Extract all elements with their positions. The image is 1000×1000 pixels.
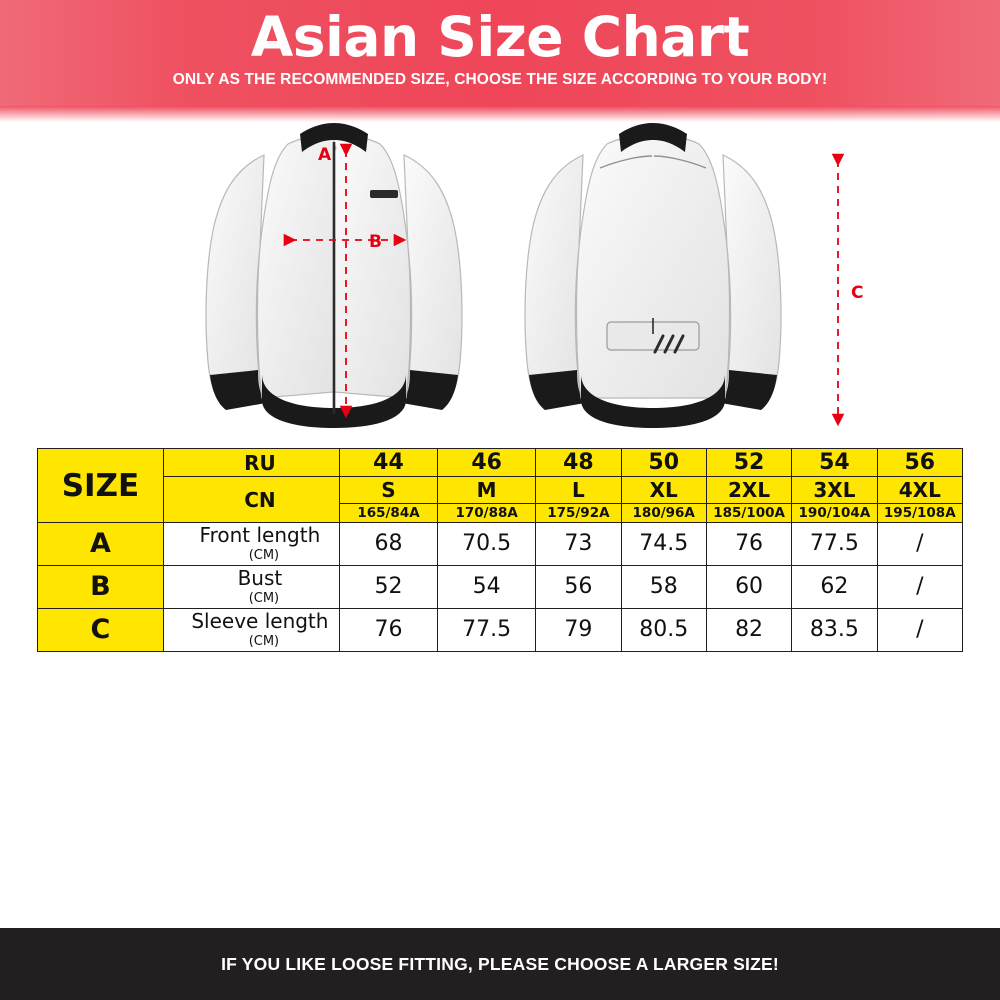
table-row-ru [38,449,963,477]
row-key-c: C [38,608,164,651]
ru-value: 52 [706,449,791,477]
measure-unit: (CM) [248,633,280,649]
row-header-ru: RU [163,449,339,477]
value-cell: 82 [706,608,791,651]
cn-letter: 3XL [792,477,877,504]
cn-spec: 190/104A [792,504,877,523]
value-cell: 58 [621,565,706,608]
page-footer [0,928,1000,1000]
value-cell: 56 [536,565,621,608]
value-cell: 70.5 [438,523,536,566]
cn-spec: 175/92A [536,504,621,523]
value-cell: 76 [706,523,791,566]
jacket-front-view [206,123,462,428]
page-title: Asian Size Chart [250,5,750,69]
cn-spec: 180/96A [621,504,706,523]
table-row-b [38,565,963,608]
page-header [0,0,1000,122]
table-row-cn-letter [38,477,963,504]
jacket-back-view [525,123,863,428]
row-key-b: B [38,565,164,608]
footer-note: IF YOU LIKE LOOSE FITTING, PLEASE CHOOSE A LARGER SIZE! [221,953,779,974]
label-a: A [318,145,332,165]
measure-unit: (CM) [248,548,280,563]
value-cell: 77.5 [438,608,536,651]
value-cell: 52 [339,565,437,608]
measure-name: Bust [237,565,283,590]
value-cell: / [877,523,962,566]
value-cell: 80.5 [621,608,706,651]
value-cell: 62 [792,565,877,608]
measure-unit: (CM) [248,590,280,606]
cn-letter: 4XL [877,477,962,504]
table-row-c [38,608,963,651]
header-subtitle: ONLY AS THE RECOMMENDED SIZE, CHOOSE THE SIZE ACCORDING TO YOUR BODY! [172,71,828,88]
value-cell: 79 [536,608,621,651]
size-table [37,448,963,652]
row-header-cn: CN [163,477,339,523]
value-cell: 74.5 [621,523,706,566]
cn-letter: 2XL [706,477,791,504]
ru-value: 56 [877,449,962,477]
header-gradient-fade [0,106,1000,122]
value-cell: 83.5 [792,608,877,651]
measure-name: Front length [199,523,321,547]
cn-spec: 195/108A [877,504,962,523]
row-name-a [163,523,339,566]
row-key-a: A [38,523,164,566]
row-name-b [163,565,339,608]
label-b: B [369,232,382,252]
measure-name: Sleeve length [191,608,329,633]
value-cell: 76 [339,608,437,651]
ru-value: 46 [438,449,536,477]
cn-spec: 170/88A [438,504,536,523]
size-table-wrapper [37,448,963,898]
value-cell: / [877,565,962,608]
value-cell: 77.5 [792,523,877,566]
cn-spec: 165/84A [339,504,437,523]
cn-letter: L [536,477,621,504]
ru-value: 50 [621,449,706,477]
ru-value: 48 [536,449,621,477]
cn-letter: M [438,477,536,504]
label-c: C [851,283,864,303]
ru-value: 54 [792,449,877,477]
value-cell: / [877,608,962,651]
value-cell: 54 [438,565,536,608]
cn-letter: S [339,477,437,504]
table-row-a [38,523,963,566]
garment-illustration [0,122,1000,448]
cn-spec: 185/100A [706,504,791,523]
size-label-cell: SIZE [38,449,164,523]
cn-letter: XL [621,477,706,504]
jacket-diagram [0,122,1000,448]
value-cell: 73 [536,523,621,566]
row-name-c [163,608,339,651]
value-cell: 68 [339,523,437,566]
value-cell: 60 [706,565,791,608]
ru-value: 44 [339,449,437,477]
